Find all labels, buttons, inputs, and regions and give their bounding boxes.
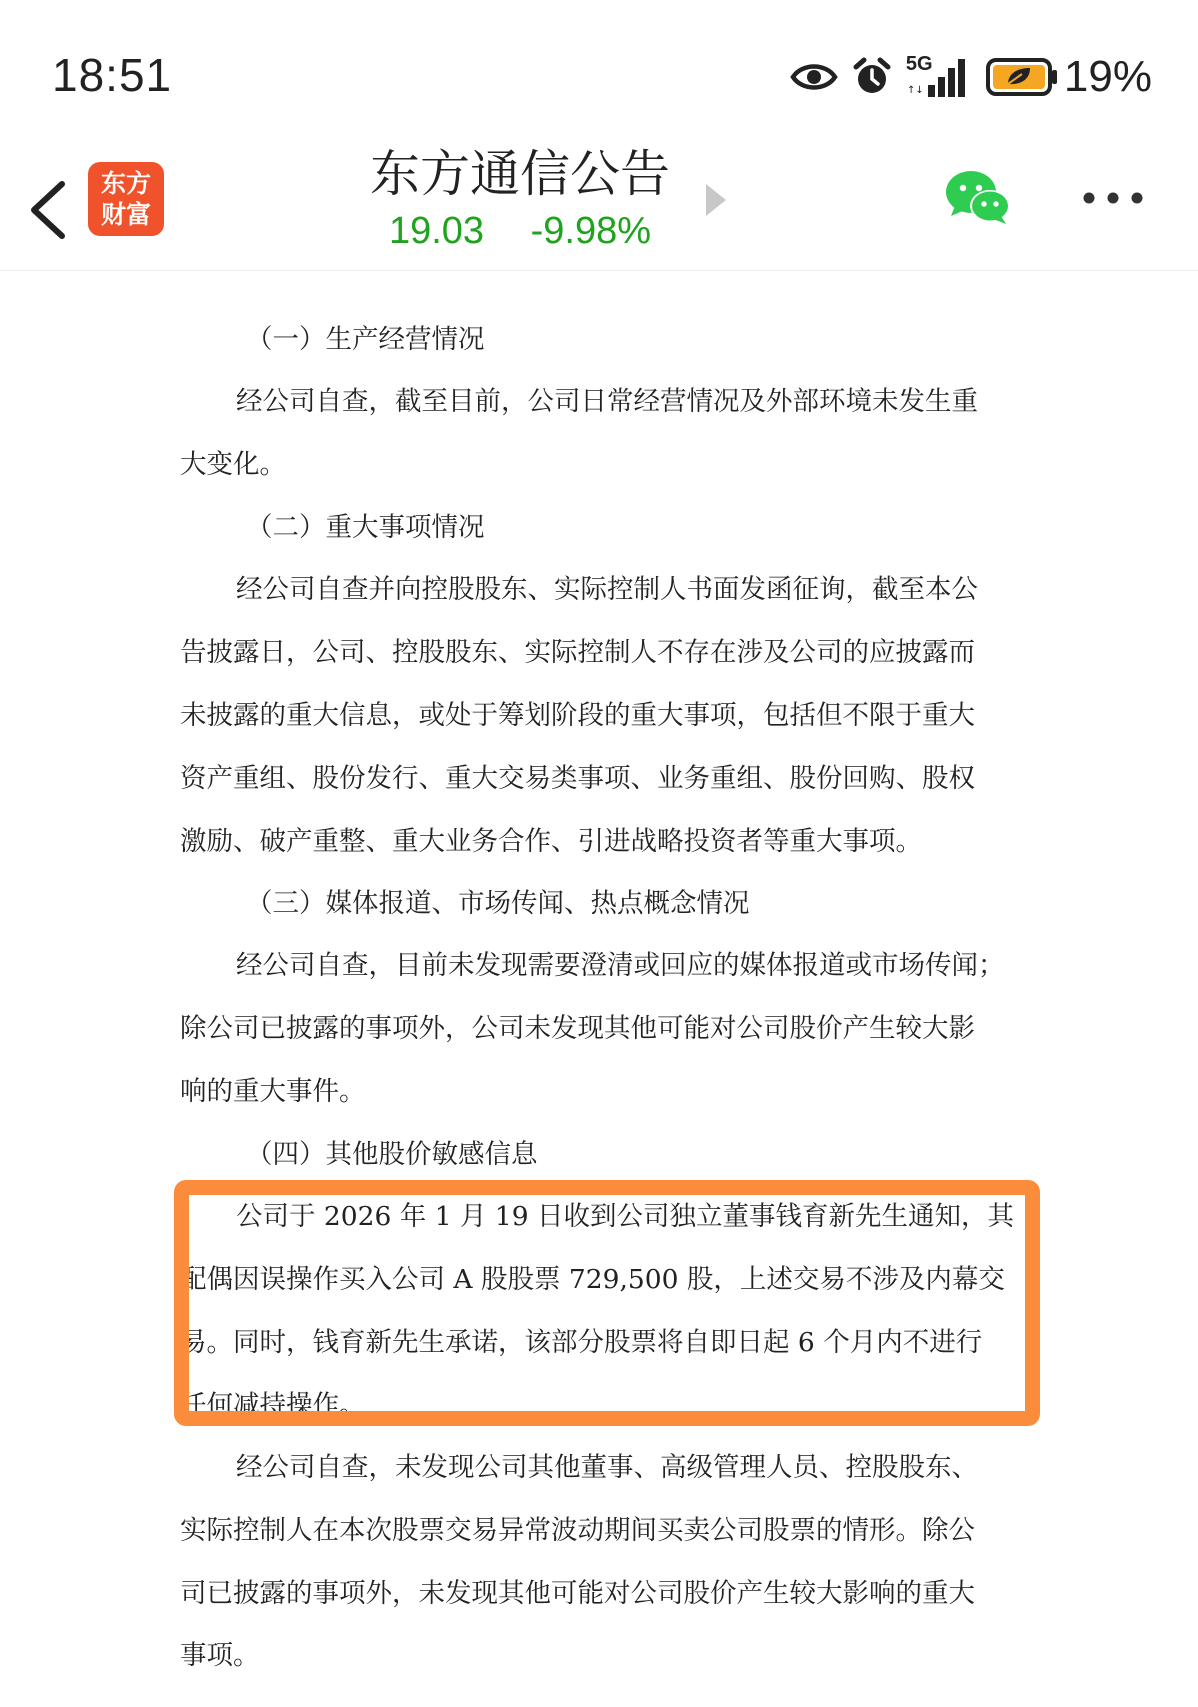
paragraph-line: 资产重组、股份发行、重大交易类事项、业务重组、股份回购、股权 <box>180 763 975 794</box>
paragraph-line: 经公司自查，截至目前，公司日常经营情况及外部环境未发生重 <box>236 386 978 417</box>
paragraph-line: 告披露日，公司、控股股东、实际控制人不存在涉及公司的应披露而 <box>180 637 975 668</box>
expand-arrow-button[interactable] <box>704 180 728 220</box>
section-heading-3: （三）媒体报道、市场传闻、热点概念情况 <box>246 888 750 919</box>
wechat-icon <box>943 168 1013 228</box>
more-button[interactable] <box>1080 180 1146 216</box>
paragraph-line: 经公司自查，未发现公司其他董事、高级管理人员、控股股东、 <box>236 1452 978 1483</box>
paragraph-line: 经公司自查，目前未发现需要澄清或回应的媒体报道或市场传闻； <box>236 950 1005 981</box>
back-button[interactable] <box>20 170 80 250</box>
app-logo[interactable] <box>88 162 164 236</box>
logo-line2: 财富 <box>100 200 151 229</box>
paragraph-line: 经公司自查并向控股股东、实际控制人书面发函征询，截至本公 <box>236 574 978 605</box>
section-heading-1: （一）生产经营情况 <box>246 324 485 355</box>
stock-quote <box>310 206 730 256</box>
battery-percent: 19% <box>1063 52 1152 101</box>
paragraph-line: 激励、破产重整、重大业务合作、引进战略投资者等重大事项。 <box>180 826 922 857</box>
status-time: 18:51 <box>52 49 173 101</box>
signal-indicator <box>906 55 972 99</box>
title-block <box>310 145 730 256</box>
paragraph-line: 未披露的重大信息，或处于筹划阶段的重大事项，包括但不限于重大 <box>180 700 975 731</box>
stock-change: -9.98% <box>530 210 652 252</box>
play-arrow-icon <box>704 180 728 220</box>
status-icons <box>776 52 1152 102</box>
highlighted-line: 配偶因误操作买入公司 A 股股票 729,500 股，上述交易不涉及内幕交 <box>180 1264 1005 1295</box>
eye-icon <box>790 60 838 94</box>
highlighted-line: 公司于 2026 年 1 月 19 日收到公司独立董事钱育新先生通知，其 <box>236 1201 1015 1232</box>
battery-icon <box>986 57 1058 97</box>
paragraph-line: 实际控制人在本次股票交易异常波动期间买卖公司股票的情形。除公 <box>180 1515 975 1546</box>
header-bar <box>0 145 1198 271</box>
section-heading-2: （二）重大事项情况 <box>246 512 485 543</box>
svg-text:↑↓: ↑↓ <box>906 85 924 96</box>
paragraph-line: 响的重大事件。 <box>180 1076 366 1107</box>
network-type: 5G <box>905 53 933 75</box>
paragraph-line: 除公司已披露的事项外，公司未发现其他可能对公司股价产生较大影 <box>180 1013 975 1044</box>
chevron-left-icon <box>20 170 80 250</box>
section-heading-4: （四）其他股价敏感信息 <box>246 1139 538 1170</box>
more-dots-icon <box>1080 180 1146 216</box>
highlighted-line: 易。同时，钱育新先生承诺，该部分股票将自即日起 6 个月内不进行 <box>180 1327 983 1358</box>
status-bar <box>0 0 1198 150</box>
paragraph-line: 事项。 <box>180 1640 260 1671</box>
highlighted-line: 任何减持操作。 <box>180 1390 366 1421</box>
page-title: 东方通信公告 <box>370 145 670 203</box>
alarm-icon <box>852 57 892 97</box>
stock-price: 19.03 <box>388 210 485 252</box>
paragraph-line: 大变化。 <box>180 449 286 480</box>
paragraph-line: 司已披露的事项外，未发现其他可能对公司股价产生较大影响的重大 <box>180 1578 975 1609</box>
logo-line1: 东方 <box>100 169 151 198</box>
wechat-share-button[interactable] <box>943 168 1013 228</box>
signal-icon <box>906 55 972 99</box>
